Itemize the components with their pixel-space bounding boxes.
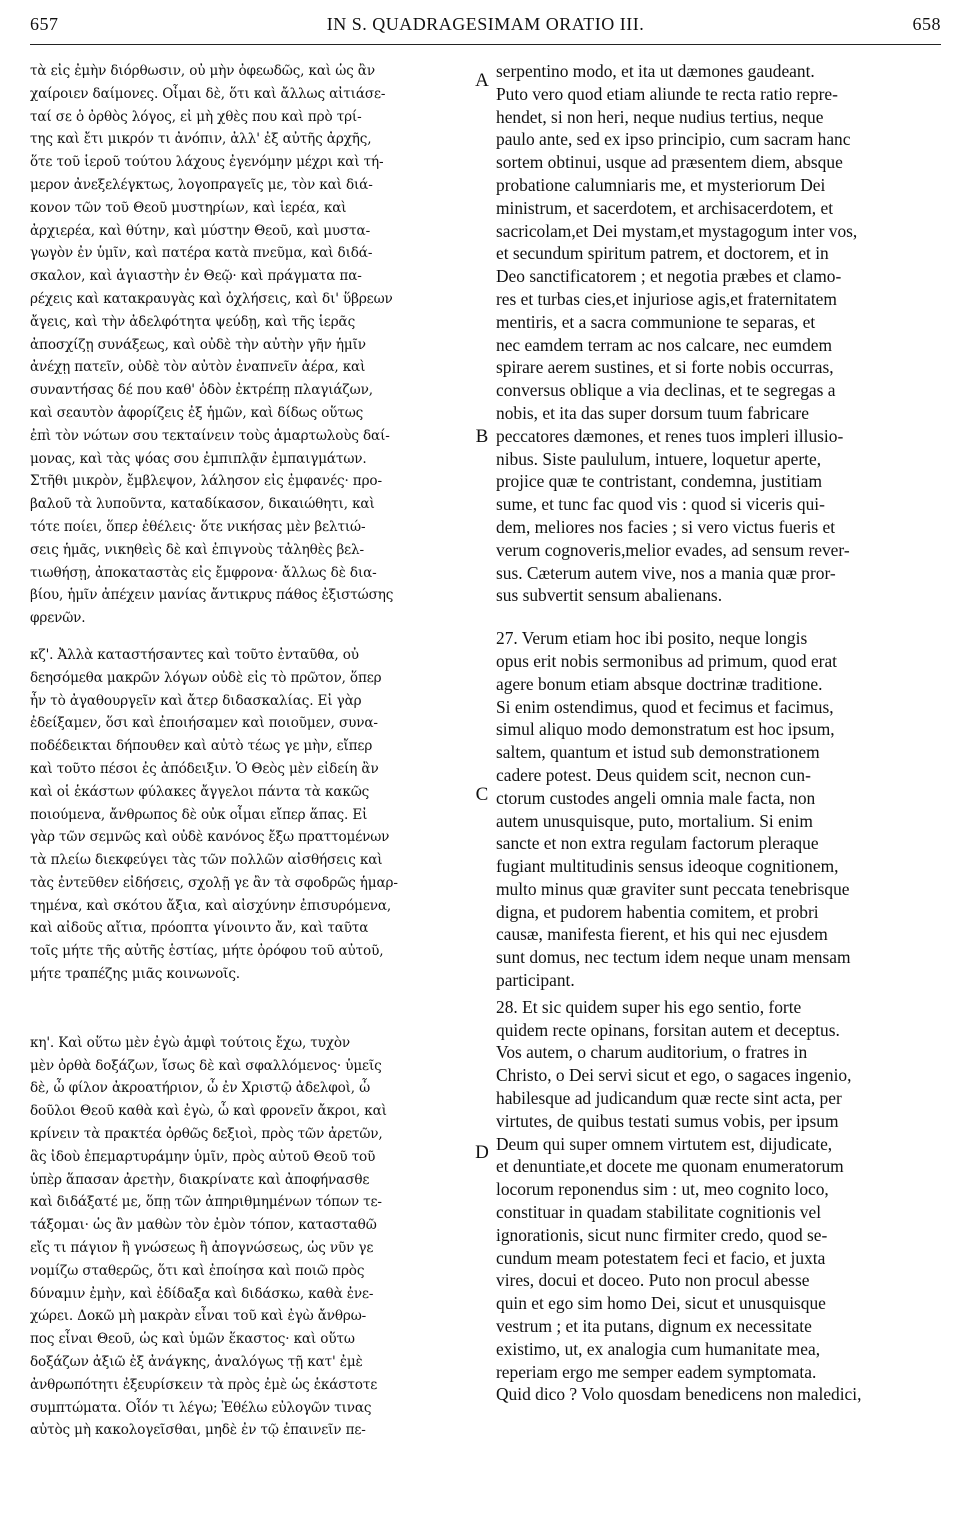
- text-line: quin et ego sim homo Dei, sicut et unusquisque: [496, 1293, 826, 1314]
- text-line: dem, meliores nos facies ; si vero victus fueris et: [496, 516, 836, 537]
- text-line: probatione calumniaris me, et mysteriorum Dei: [496, 174, 826, 195]
- text-line: 27. Verum etiam hoc ibi posito, neque longis: [496, 628, 808, 649]
- text-line: mentiris, et a sacra communione te separas, et: [496, 311, 816, 332]
- text-line: hendet, si non heri, neque nudius tertius, neque: [496, 106, 824, 127]
- text-line: existimo, ut, ex analogia cum humanitate mea,: [496, 1338, 821, 1359]
- text-line: φρενῶν.: [30, 610, 86, 627]
- text-line: saltem, quantum et istud sub demonstrationem: [496, 742, 820, 763]
- text-line: τοῖς μήτε τῆς αὐτῆς ἑστίας, μήτε ὀρόφου τοῦ αὐτοῦ,: [30, 943, 384, 960]
- text-line: verum cognoveris,melior evades, ad sensum rever-: [496, 539, 850, 560]
- text-line: res et turbas cies,et injuriose agis,et fraternitatem: [496, 288, 837, 309]
- text-line: causæ, manifesta fierent, et his qui nec ejusdem: [496, 924, 828, 945]
- text-line: Quid dico ? Volo quosdam benedicens non maledici,: [496, 1384, 862, 1405]
- text-line: της καὶ ἔτι μικρόν τι ἀνόπιν, ἀλλ' ἐξ αὐτῆς ἀρχῆς,: [30, 131, 372, 148]
- text-line: συμπτώματα. Οἷόν τι λέγω; Ἐθέλω εὐλογῶν τινας: [30, 1399, 372, 1416]
- text-line: ἀποσχίζῃ συνάξεως, καὶ οὐδὲ τὴν αὐτὴν γῆν ἡμῖν: [30, 336, 366, 353]
- right-page-number: 658: [912, 14, 941, 34]
- text-line: digna, et pudorem habentia comitem, et probri: [496, 901, 819, 922]
- text-line: simul aliquo modo demonstratum est hoc ipsum,: [496, 719, 835, 740]
- text-line: βαλοῦ τὰ λυποῦντα, καταδίκασον, δικαιώθητι, καὶ: [30, 496, 375, 513]
- text-line: γωγὸν ἐν ὑμῖν, καὶ πατέρα κατὰ πνεῦμα, καὶ διδά-: [30, 245, 373, 262]
- text-line: ταί σε ὁ ὀρθὸς λόγος, εἰ μὴ χθὲς που καὶ πρὸ τρί-: [30, 108, 362, 125]
- text-line: βίου, ἡμῖν ἀπέχειν μανίας ἄντικρυς πάθος ἐξιστώσης: [30, 587, 394, 604]
- text-line: cundum meam potestatem feci et facio, et juxta: [496, 1247, 826, 1268]
- text-line: virtutes, de quibus testati sumus vobis, per ipsum: [496, 1110, 839, 1131]
- text-line: vestrum ; et ita putans, dignum ex necessitate: [496, 1316, 812, 1337]
- text-line: ἃς ἰδοὺ ἐπεμαρτυράμην ὑμῖν, πρὸς αὐτοῦ Θεοῦ τοῦ: [30, 1148, 376, 1165]
- margin-marker-a: A: [475, 70, 489, 91]
- text-line: sus subvertit sensum abalienans.: [496, 585, 723, 606]
- text-line: γὰρ τῶν σεμνῶς καὶ οὐδὲ κανόνος ἔξω πραττομένων: [30, 829, 390, 846]
- latin-column: [496, 60, 932, 1406]
- text-line: constituar in quadam stabilitate cognitionis vel: [496, 1202, 822, 1223]
- text-line: χώρει. Δοκῶ μὴ μακρὰν εἶναι τοῦ καὶ ἐγὼ ἄνθρω-: [30, 1308, 367, 1325]
- text-line: sunt domus, nec tectum idem neque unam mensam: [496, 947, 851, 968]
- text-line: μὲν ὀρθὰ δοξάζων, ἴσως δὲ καὶ σφαλλόμενος· ὑμεῖς: [30, 1057, 382, 1074]
- text-line: συναντήσας δέ που καθ' ὁδὸν ἐκτρέπῃ πλαγιάζων,: [30, 382, 373, 399]
- margin-marker-d: D: [475, 1142, 489, 1163]
- text-line: participant.: [496, 970, 575, 991]
- margin-marker-c: C: [475, 784, 489, 805]
- text-line: sume, et tunc fac quod vis : quod si viceris qui-: [496, 494, 825, 515]
- greek-block-3: [30, 1032, 470, 1442]
- text-line: multo minus quæ graviter sunt peccata tenebrisque: [496, 878, 850, 899]
- text-line: ρέχεις καὶ κατακραυγὰς καὶ ὀχλήσεις, καὶ δι' ὕβρεων: [30, 290, 393, 307]
- text-line: 28. Et sic quidem super his ego sentio, forte: [496, 996, 802, 1017]
- text-line: εἴς τι πάγιον ἢ γνώσεως ἢ ἀπογνώσεως, ὡς νῦν γε: [30, 1240, 374, 1257]
- text-line: ἦν τὸ ἀγαθουργεῖν καὶ ἄτερ διδασκαλίας. Εἰ γὰρ: [30, 692, 362, 709]
- header-rule: [30, 44, 941, 45]
- page-header: [30, 14, 941, 42]
- text-line: δοξάζων ἀξιῶ ἐξ ἀνάγκης, ἀναλόγως τῇ κατ' ἐμὲ: [30, 1354, 363, 1371]
- text-line: ctorum custodes angeli omnia male facta, non: [496, 787, 816, 808]
- text-line: Deum qui super omnem virtutem est, dijudicate,: [496, 1133, 833, 1154]
- text-line: μονας, καὶ τὰς ψόας σου ἐμπιπλᾷν ἐμπαιγμάτων.: [30, 450, 367, 467]
- text-line: αὐτὸς μὴ κακολογεῖσθαι, μηδὲ ἐν τῷ ἐπαινεῖν πε-: [30, 1422, 366, 1439]
- latin-block-1: [496, 60, 932, 607]
- text-line: conversus oblique a via declinas, et te segregas a: [496, 380, 836, 401]
- text-line: sancte et non extra regulam factorum pleraque: [496, 833, 819, 854]
- text-line: agere bonum etiam absque doctrinæ traditione.: [496, 673, 823, 694]
- text-line: nobis, et ita das super dorsum tuum fabricare: [496, 402, 809, 423]
- margin-marker-b: B: [475, 426, 489, 447]
- text-line: ἄγεις, καὶ τὴν ἀδελφότητα ψεύδῃ, καὶ τῆς ἱερᾶς: [30, 313, 356, 330]
- text-line: Vos autem, o charum auditorium, o fratres in: [496, 1042, 808, 1063]
- text-line: καὶ σεαυτὸν ἀφορίζεις ἐξ ἡμῶν, καὶ δίδως οὕτως: [30, 404, 364, 421]
- text-line: δύναμιν ἐμὴν, καὶ ἐδίδαξα καὶ διδάσκω, καθὰ ἐνε-: [30, 1285, 374, 1302]
- text-line: τὰ εἰς ἐμὴν διόρθωσιν, οὐ μὴν ὀφεωδῶς, καὶ ὡς ἂν: [30, 63, 375, 79]
- text-line: Si enim ostendimus, quod et fecimus et facimus,: [496, 696, 834, 717]
- text-line: et secundum spiritum patrem, et doctorem, et in: [496, 243, 829, 264]
- text-line: Στῆθι μικρὸν, ἔμβλεψον, λάλησον εἰς ἐμφανές· προ-: [30, 473, 382, 490]
- text-line: sacricolam,et Dei mystam,et mystagogum inter vos,: [496, 220, 858, 241]
- text-line: κζ'. Ἀλλὰ καταστήσαντες καὶ τοῦτο ἐνταῦθα, οὐ: [30, 646, 359, 663]
- text-line: ὑπὲρ ἅπασαν ἀρετὴν, διακρίνατε καὶ ἀποφήνασθε: [30, 1171, 370, 1188]
- text-line: κονον τῶν τοῦ Θεοῦ μυστηρίων, καὶ ἱερέα, καὶ: [30, 199, 347, 216]
- text-line: Deo sanctificatorem ; et negotia præbes et clamo-: [496, 266, 842, 287]
- text-line: κη'. Καὶ οὕτω μὲν ἐγὼ ἀμφὶ τούτοις ἔχω, τυχὸν: [30, 1034, 351, 1051]
- text-line: fugiant multitudinis sensus ideoque cognitionem,: [496, 856, 839, 877]
- text-line: nibus. Siste paululum, intuere, loquetur aperte,: [496, 448, 822, 469]
- text-line: sus. Cæterum autem vive, nos a mania quæ pror-: [496, 562, 836, 583]
- text-line: quidem recte opinans, forsitan autem et deceptus.: [496, 1019, 840, 1040]
- text-line: σεις ἡμᾶς, νικηθεὶς δὲ καὶ ἐπιγνοὺς τἀληθὲς βελ-: [30, 541, 364, 558]
- greek-column: [30, 60, 470, 1442]
- text-line: χαίροιεν δαίμονες. Οἶμαι δὲ, ὅτι καὶ ἄλλως αἰτιάσε-: [30, 85, 386, 102]
- text-line: κρίνειν τὰ πρακτέα ὀρθῶς δεξιοὶ, πρὸς τῶν ἀρετῶν,: [30, 1126, 383, 1143]
- text-line: opus erit nobis sermonibus ad primum, quod erat: [496, 650, 838, 671]
- text-line: καὶ τοῦτο πέσοι ἐς ἀπόδειξιν. Ὁ Θεὸς μὲν εἰδείη ἂν: [30, 760, 379, 777]
- text-line: ἐπὶ τὸν νώτων σου τεκταίνειν τοὺς ἁμαρτωλοὺς δαί-: [30, 427, 390, 444]
- text-line: locorum reponendus sim : ut, meo cognito loco,: [496, 1179, 829, 1200]
- text-line: ποδέδεικται δήπουθεν καὶ αὐτὸ τέως γε μὴν, εἴπερ: [30, 738, 373, 755]
- text-line: καὶ διδάξατέ με, ὅπῃ τῶν ἀπηριθμημένων τόπων τε-: [30, 1194, 382, 1211]
- text-line: τότε ποίει, ὅπερ ἐθέλεις· ὅτε νικήσας μὲν βελτιώ-: [30, 518, 366, 535]
- text-line: ignorationis, sicut nunc firmiter credo, quod se-: [496, 1224, 828, 1245]
- text-line: ἀνθρωπότητι ἐξευρίσκειν τὰ πρὸς ἐμὲ ὡς ἑκάστοτε: [30, 1376, 378, 1393]
- text-line: σκαλον, καὶ ἁγιαστὴν ἐν Θεῷ· καὶ πράγματα πα-: [30, 268, 362, 285]
- text-line: μερον ἀνεξελέγκτως, λογοπραγεῖς με, τὸν καὶ διά-: [30, 176, 373, 193]
- text-line: peccatores dæmones, et renes tuos impleri illusio-: [496, 425, 844, 446]
- text-line: ministrum, et sacerdotem, et archisacerdotem, et: [496, 197, 834, 218]
- text-line: νομίζω σταθερῶς, ὅτι καὶ ἐποίησα καὶ ποιῶ πρὸς: [30, 1262, 365, 1279]
- text-line: nec eamdem terram ac nos calcare, nec eumdem: [496, 334, 833, 355]
- text-line: καὶ οἱ ἑκάστων φύλακες ἄγγελοι πάντα τὰ κακῶς: [30, 783, 370, 800]
- text-line: spirare aerem sustines, et si forte nobis occurras,: [496, 357, 834, 378]
- text-line: serpentino modo, et ita ut dæmones gaudeant.: [496, 61, 815, 81]
- greek-block-1: [30, 60, 470, 630]
- text-line: habilesque ad judicandum quæ recte sint acta, per: [496, 1088, 842, 1109]
- text-line: et denuntiate,et docete me quonam enumeratorum: [496, 1156, 844, 1177]
- text-line: projice quæ te contristant, condemna, justitiam: [496, 471, 822, 492]
- text-line: τάξομαι· ὡς ἂν μαθὼν τὸν ἐμὸν τόπον, κατασταθῶ: [30, 1217, 377, 1234]
- text-line: vires, docui et doceo. Puto non procul abesse: [496, 1270, 810, 1291]
- text-line: δὲ, ὦ φίλον ἀκροατήριον, ὦ ἐν Χριστῷ ἀδελφοὶ, ὦ: [30, 1080, 371, 1097]
- latin-block-2: [496, 627, 932, 992]
- greek-block-2: [30, 644, 470, 986]
- text-line: reperiam ergo me semper eadem symptomata.: [496, 1361, 817, 1382]
- text-line: τιωθήσῃ, ἀποκαταστὰς εἰς ἔμφρονα· ἄλλως δὲ δια-: [30, 564, 377, 581]
- text-line: τὰ πλείω διεκφεύγει τὰς τῶν πολλῶν αἰσθήσεις καὶ: [30, 852, 383, 869]
- text-line: δεησόμεθα μακρῶν λόγων οὐδὲ εἰς τὸ πρῶτον, ὅπερ: [30, 669, 382, 686]
- text-line: καὶ αἰδοῦς αἴτια, πρόοπτα γίνοιντο ἄν, καὶ ταῦτα: [30, 920, 369, 937]
- text-line: paulo ante, sed ex ipso principio, cum sacram hanc: [496, 129, 851, 150]
- text-line: Puto vero quod etiam aliunde te recta ratio repre-: [496, 83, 838, 104]
- text-line: autem unusquisque, puto, mortalium. Si enim: [496, 810, 813, 831]
- text-line: μήτε τραπέζης μιᾶς κοινωνοῖς.: [30, 966, 240, 983]
- text-line: ἀρχιερέα, καὶ θύτην, καὶ μύστην Θεοῦ, καὶ μυστα-: [30, 222, 371, 239]
- text-line: Christo, o Dei servi sicut et ego, o sagaces ingenio,: [496, 1065, 852, 1086]
- left-page-number: 657: [30, 14, 59, 34]
- text-line: sortem obtinui, usque ad præsentem diem, absque: [496, 152, 843, 173]
- text-line: τημένα, καὶ σκότου ἄξια, καὶ αἰσχύνην ἐπισυρόμενα,: [30, 897, 392, 914]
- running-title: IN S. QUADRAGESIMAM ORATIO III.: [326, 14, 645, 34]
- text-line: τὰς ἐντεῦθεν εἰδήσεις, σχολῇ γε ἂν τὰ σφοδρῶς ἡμαρ-: [30, 874, 398, 891]
- text-line: cadere potest. Deus quidem scit, necnon cun-: [496, 764, 811, 785]
- text-line: ὅτε τοῦ ἱεροῦ τούτου λάχους ἐγενόμην μέχρι καὶ τή-: [30, 154, 384, 171]
- text-line: ποιούμενα, ἄνθρωπος δὲ οὐκ οἶμαι εἴπερ ἅπας. Εἰ: [30, 806, 368, 823]
- text-line: πος εἶναι Θεοῦ, ὡς καὶ ὑμῶν ἕκαστος· καὶ οὕτω: [30, 1331, 355, 1348]
- text-line: ἐδείξαμεν, ὅσι καὶ ἐποιήσαμεν καὶ ποιοῦμεν, συνα-: [30, 715, 378, 732]
- text-line: δοῦλοι Θεοῦ καθὰ καὶ ἐγὼ, ὦ καὶ φρονεῖν ἄκροι, καὶ: [30, 1103, 387, 1120]
- latin-block-3: [496, 996, 932, 1406]
- text-line: ἀνέχῃ πατεῖν, οὐδὲ τὸν αὐτὸν ἐναπνεῖν ἀέρα, καὶ: [30, 359, 366, 376]
